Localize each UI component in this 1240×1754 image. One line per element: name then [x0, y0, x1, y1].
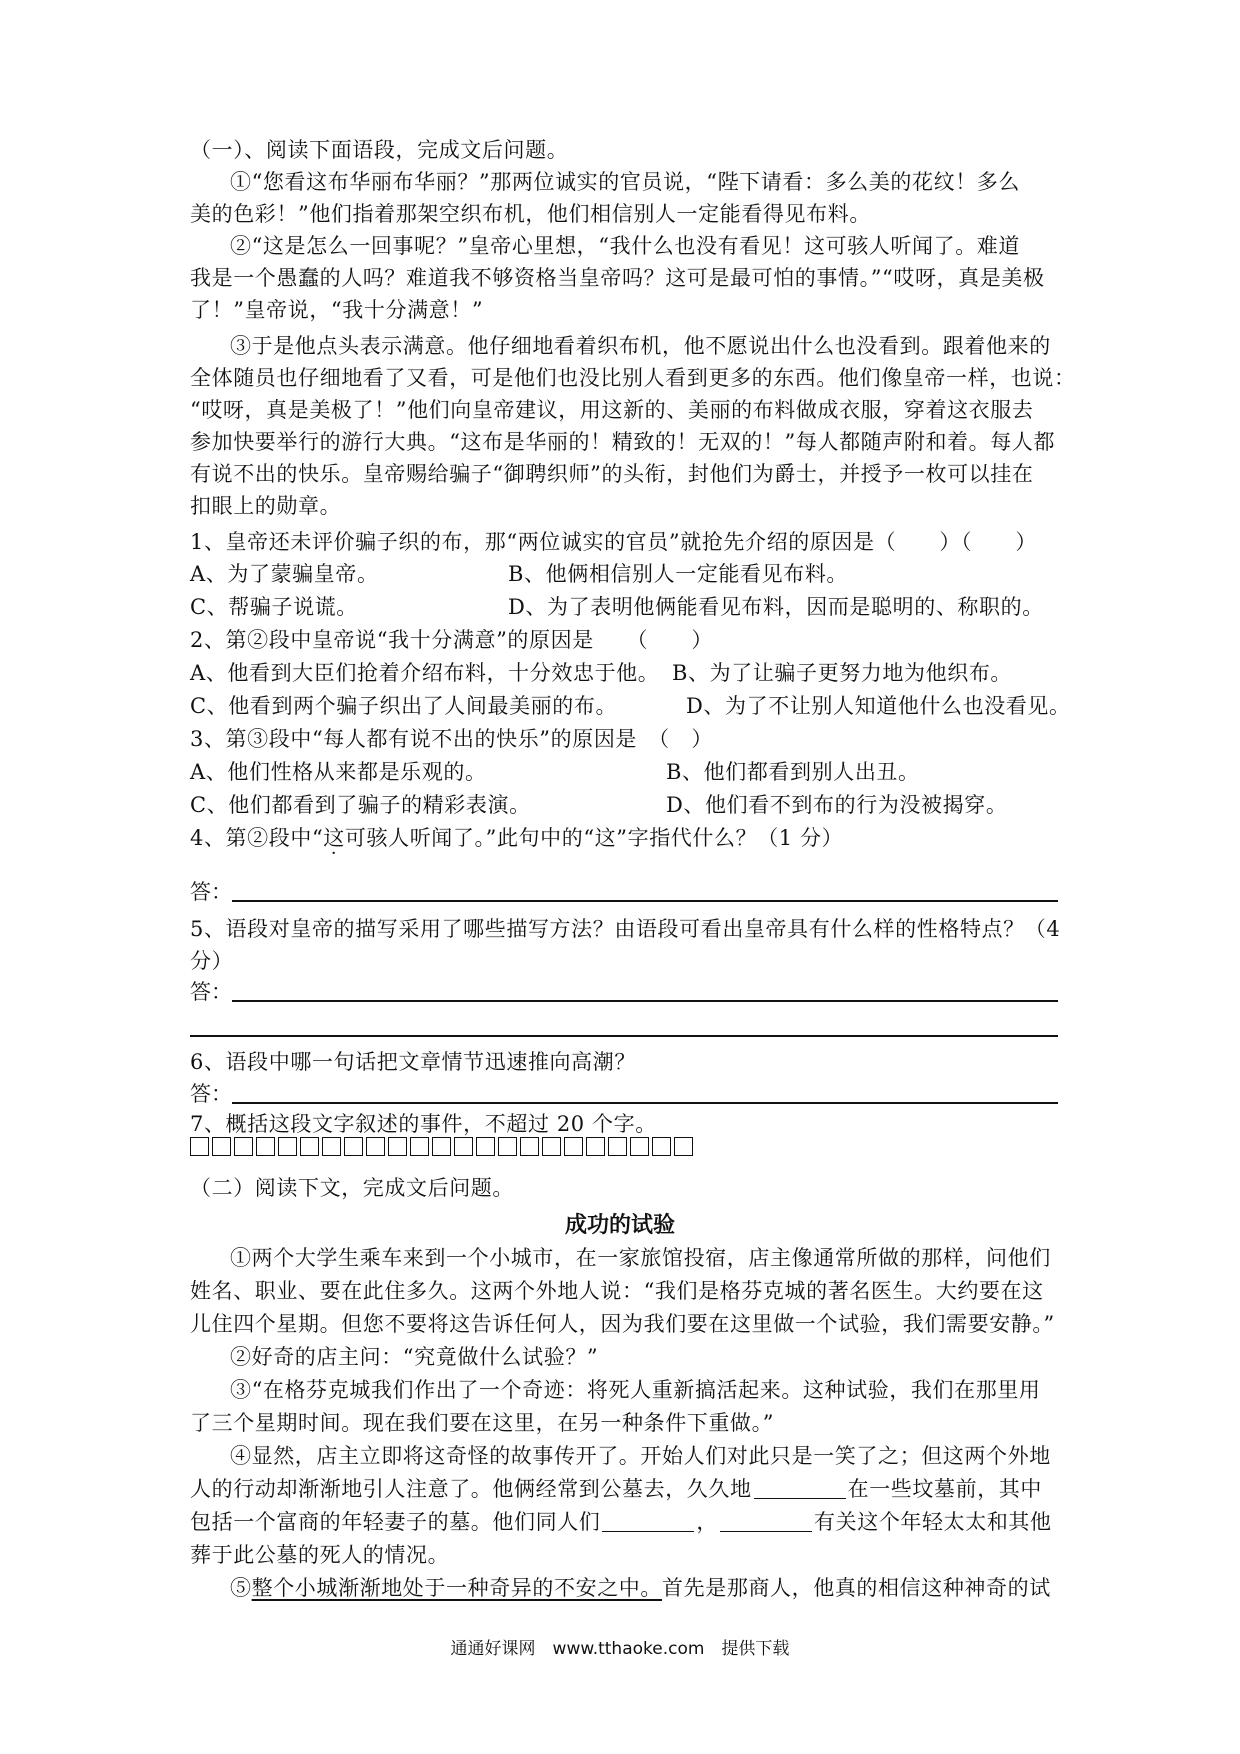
answer-box[interactable]: [630, 1137, 649, 1156]
answer-box[interactable]: [564, 1137, 583, 1156]
text-segment: 首先是那商人，他真的相信这种神奇的试: [662, 1576, 1051, 1600]
option-c: C、帮骗子说谎。: [190, 595, 358, 619]
paragraph-line: ①两个大学生乘车来到一个小城市，在一家旅馆投宿，店主像通常所做的那样，问他们: [230, 1246, 1051, 1270]
option-a: A、为了蒙骗皇帝。: [190, 562, 379, 586]
paragraph-line: “哎呀，真是美极了！”他们向皇帝建议，用这新的、美丽的布料做成衣服，穿着这衣服去: [190, 398, 1034, 422]
answer-box[interactable]: [652, 1137, 671, 1156]
answer-line[interactable]: [232, 1000, 1058, 1002]
option-a: A、他看到大臣们抢着介绍布料，十分效忠于他。: [190, 661, 660, 685]
question-4-prefix: 4、第②段中“: [190, 826, 324, 850]
answer-label: 答：: [190, 980, 232, 1004]
question-5: 5、语段对皇帝的描写采用了哪些描写方法？由语段可看出皇帝具有什么样的性格特点？（4: [190, 917, 1061, 941]
text-segment: 有关这个年轻太太和其他: [814, 1510, 1052, 1534]
fill-blank[interactable]: [720, 1511, 812, 1532]
paragraph-line: 参加快要举行的游行大典。“这布是华丽的！精致的！无双的！”每人都随声附和着。每人都: [190, 430, 1056, 454]
answer-box[interactable]: [608, 1137, 627, 1156]
question-5-cont: 分）: [190, 949, 234, 973]
fill-blank[interactable]: [602, 1511, 694, 1532]
paragraph-line: 了！”皇帝说，“我十分满意！”: [190, 298, 484, 322]
paragraph-line: [230, 1572, 1060, 1604]
option-d: D、为了表明他俩能看见布料，因而是聪明的、称职的。: [508, 595, 1044, 619]
underlined-sentence: 整个小城渐渐地处于一种奇异的不安之中。: [251, 1576, 663, 1600]
answer-line[interactable]: [232, 900, 1058, 902]
answer-label: 答：: [190, 880, 232, 904]
answer-box[interactable]: [454, 1137, 473, 1156]
answer-box[interactable]: [256, 1137, 275, 1156]
option-b: B、为了让骗子更努力地为他织布。: [672, 661, 1013, 685]
answer-box[interactable]: [212, 1137, 231, 1156]
paragraph-line: ③于是他点头表示满意。他仔细地看着织布机，他不愿说出什么也没看到。跟着他来的: [230, 334, 1051, 358]
answer-line[interactable]: [190, 1035, 1058, 1037]
paragraph-line: ③“在格芬克城我们作出了一个奇迹：将死人重新搞活起来。这种试验，我们在那里用: [230, 1378, 1041, 1402]
article-title: 成功的试验: [564, 1213, 675, 1238]
answer-box[interactable]: [432, 1137, 451, 1156]
question-4: [190, 822, 1060, 854]
answer-box[interactable]: [498, 1137, 517, 1156]
option-b: B、他俩相信别人一定能看见布料。: [508, 562, 849, 586]
answer-label: 答：: [190, 1082, 232, 1106]
answer-box[interactable]: [344, 1137, 363, 1156]
text-segment: ，: [696, 1510, 719, 1534]
answer-line[interactable]: [232, 1102, 1058, 1104]
answer-box[interactable]: [674, 1137, 693, 1156]
answer-box[interactable]: [476, 1137, 495, 1156]
page-footer: 通通好课网 www.tthaoke.com 提供下载: [450, 1639, 790, 1659]
option-d: D、为了不让别人知道他什么也没看见。: [686, 694, 1071, 718]
answer-box[interactable]: [278, 1137, 297, 1156]
answer-box[interactable]: [234, 1137, 253, 1156]
paragraph-line-with-blanks: [190, 1506, 1060, 1538]
question-3: 3、第③段中“每人都有说不出的快乐”的原因是 （ ）: [190, 727, 713, 751]
paragraph-line: 姓名、职业、要在此住多久。这两个外地人说：“我们是格芬克城的著名医生。大约要在这: [190, 1279, 1044, 1303]
option-a: A、他们性格从来都是乐观的。: [190, 760, 487, 784]
answer-box[interactable]: [322, 1137, 341, 1156]
answer-box-grid[interactable]: [190, 1137, 693, 1156]
option-b: B、他们都看到别人出丑。: [666, 760, 920, 784]
paragraph-line: ①“您看这布华丽布华丽？”那两位诚实的官员说，“陛下请看：多么美的花纹！多么: [230, 170, 1021, 194]
question-2: 2、第②段中皇帝说“我十分满意”的原因是 （ ）: [190, 628, 713, 652]
answer-box[interactable]: [366, 1137, 385, 1156]
paragraph-line: 有说不出的快乐。皇帝赐给骗子“御聘织师”的头衔，封他们为爵士，并授予一枚可以挂在: [190, 462, 1034, 486]
answer-box[interactable]: [300, 1137, 319, 1156]
paragraph-line: 扣眼上的勋章。: [190, 494, 342, 518]
section2-heading: （二）阅读下文，完成文后问题。: [190, 1176, 514, 1200]
paragraph-line: ②好奇的店主问：“究竟做什么试验？”: [230, 1345, 599, 1369]
text-segment: 包括一个富商的年轻妻子的墓。他们同人们: [190, 1510, 601, 1534]
answer-box[interactable]: [586, 1137, 605, 1156]
paragraph-line: 儿住四个星期。但您不要将这告诉任何人，因为我们要在这里做一个试验，我们需要安静。”: [190, 1312, 1055, 1336]
answer-box[interactable]: [190, 1137, 209, 1156]
option-c: C、他看到两个骗子织出了人间最美丽的布。: [190, 694, 618, 718]
option-c: C、他们都看到了骗子的精彩表演。: [190, 793, 531, 817]
paragraph-line: 全体随员也仔细地看了又看，可是他们也没比别人看到更多的东西。他们像皇帝一样，也说：: [190, 366, 1076, 390]
answer-box[interactable]: [388, 1137, 407, 1156]
paragraph-line: ②“这是怎么一回事呢？”皇帝心里想，“我什么也没有看见！这可骇人听闻了。难道: [230, 234, 1021, 258]
paragraph-line: 美的色彩！”他们指着那架空织布机，他们相信别人一定能看得见布料。: [190, 202, 871, 226]
paragraph-line: 我是一个愚蠢的人吗？难道我不够资格当皇帝吗？这可是最可怕的事情。”“哎呀，真是美极: [190, 266, 1045, 290]
option-d: D、他们看不到布的行为没被揭穿。: [666, 793, 1008, 817]
answer-box[interactable]: [410, 1137, 429, 1156]
text-segment: ⑤: [230, 1576, 252, 1600]
question-4-suffix: 可骇人听闻了。”此句中的“这”字指代什么？（1 分）: [344, 826, 844, 850]
paragraph-line: 了三个星期时间。现在我们要在这里，在另一种条件下重做。”: [190, 1411, 775, 1435]
text-segment: 在一些坟墓前，其中: [847, 1477, 1043, 1501]
question-1: 1、皇帝还未评价骗子织的布，那“两位诚实的官员”就抢先介绍的原因是（ ）（ ）: [190, 530, 1037, 554]
fill-blank[interactable]: [754, 1478, 846, 1499]
answer-box[interactable]: [542, 1137, 561, 1156]
text-segment: 人的行动却渐渐地引人注意了。他俩经常到公墓去，久久地: [190, 1477, 752, 1501]
section1-heading: （一）、阅读下面语段，完成文后问题。: [190, 138, 569, 162]
paragraph-line: 葬于此公墓的死人的情况。: [190, 1543, 450, 1567]
answer-box[interactable]: [520, 1137, 539, 1156]
question-7: 7、概括这段文字叙述的事件，不超过 20 个字。: [190, 1112, 657, 1136]
emphasis-char: 这: [323, 826, 345, 850]
paragraph-line: ④显然，店主立即将这奇怪的故事传开了。开始人们对此只是一笑了之；但这两个外地: [230, 1444, 1051, 1468]
paragraph-line-with-blank: [190, 1473, 1060, 1505]
question-6: 6、语段中哪一句话把文章情节迅速推向高潮？: [190, 1050, 636, 1074]
